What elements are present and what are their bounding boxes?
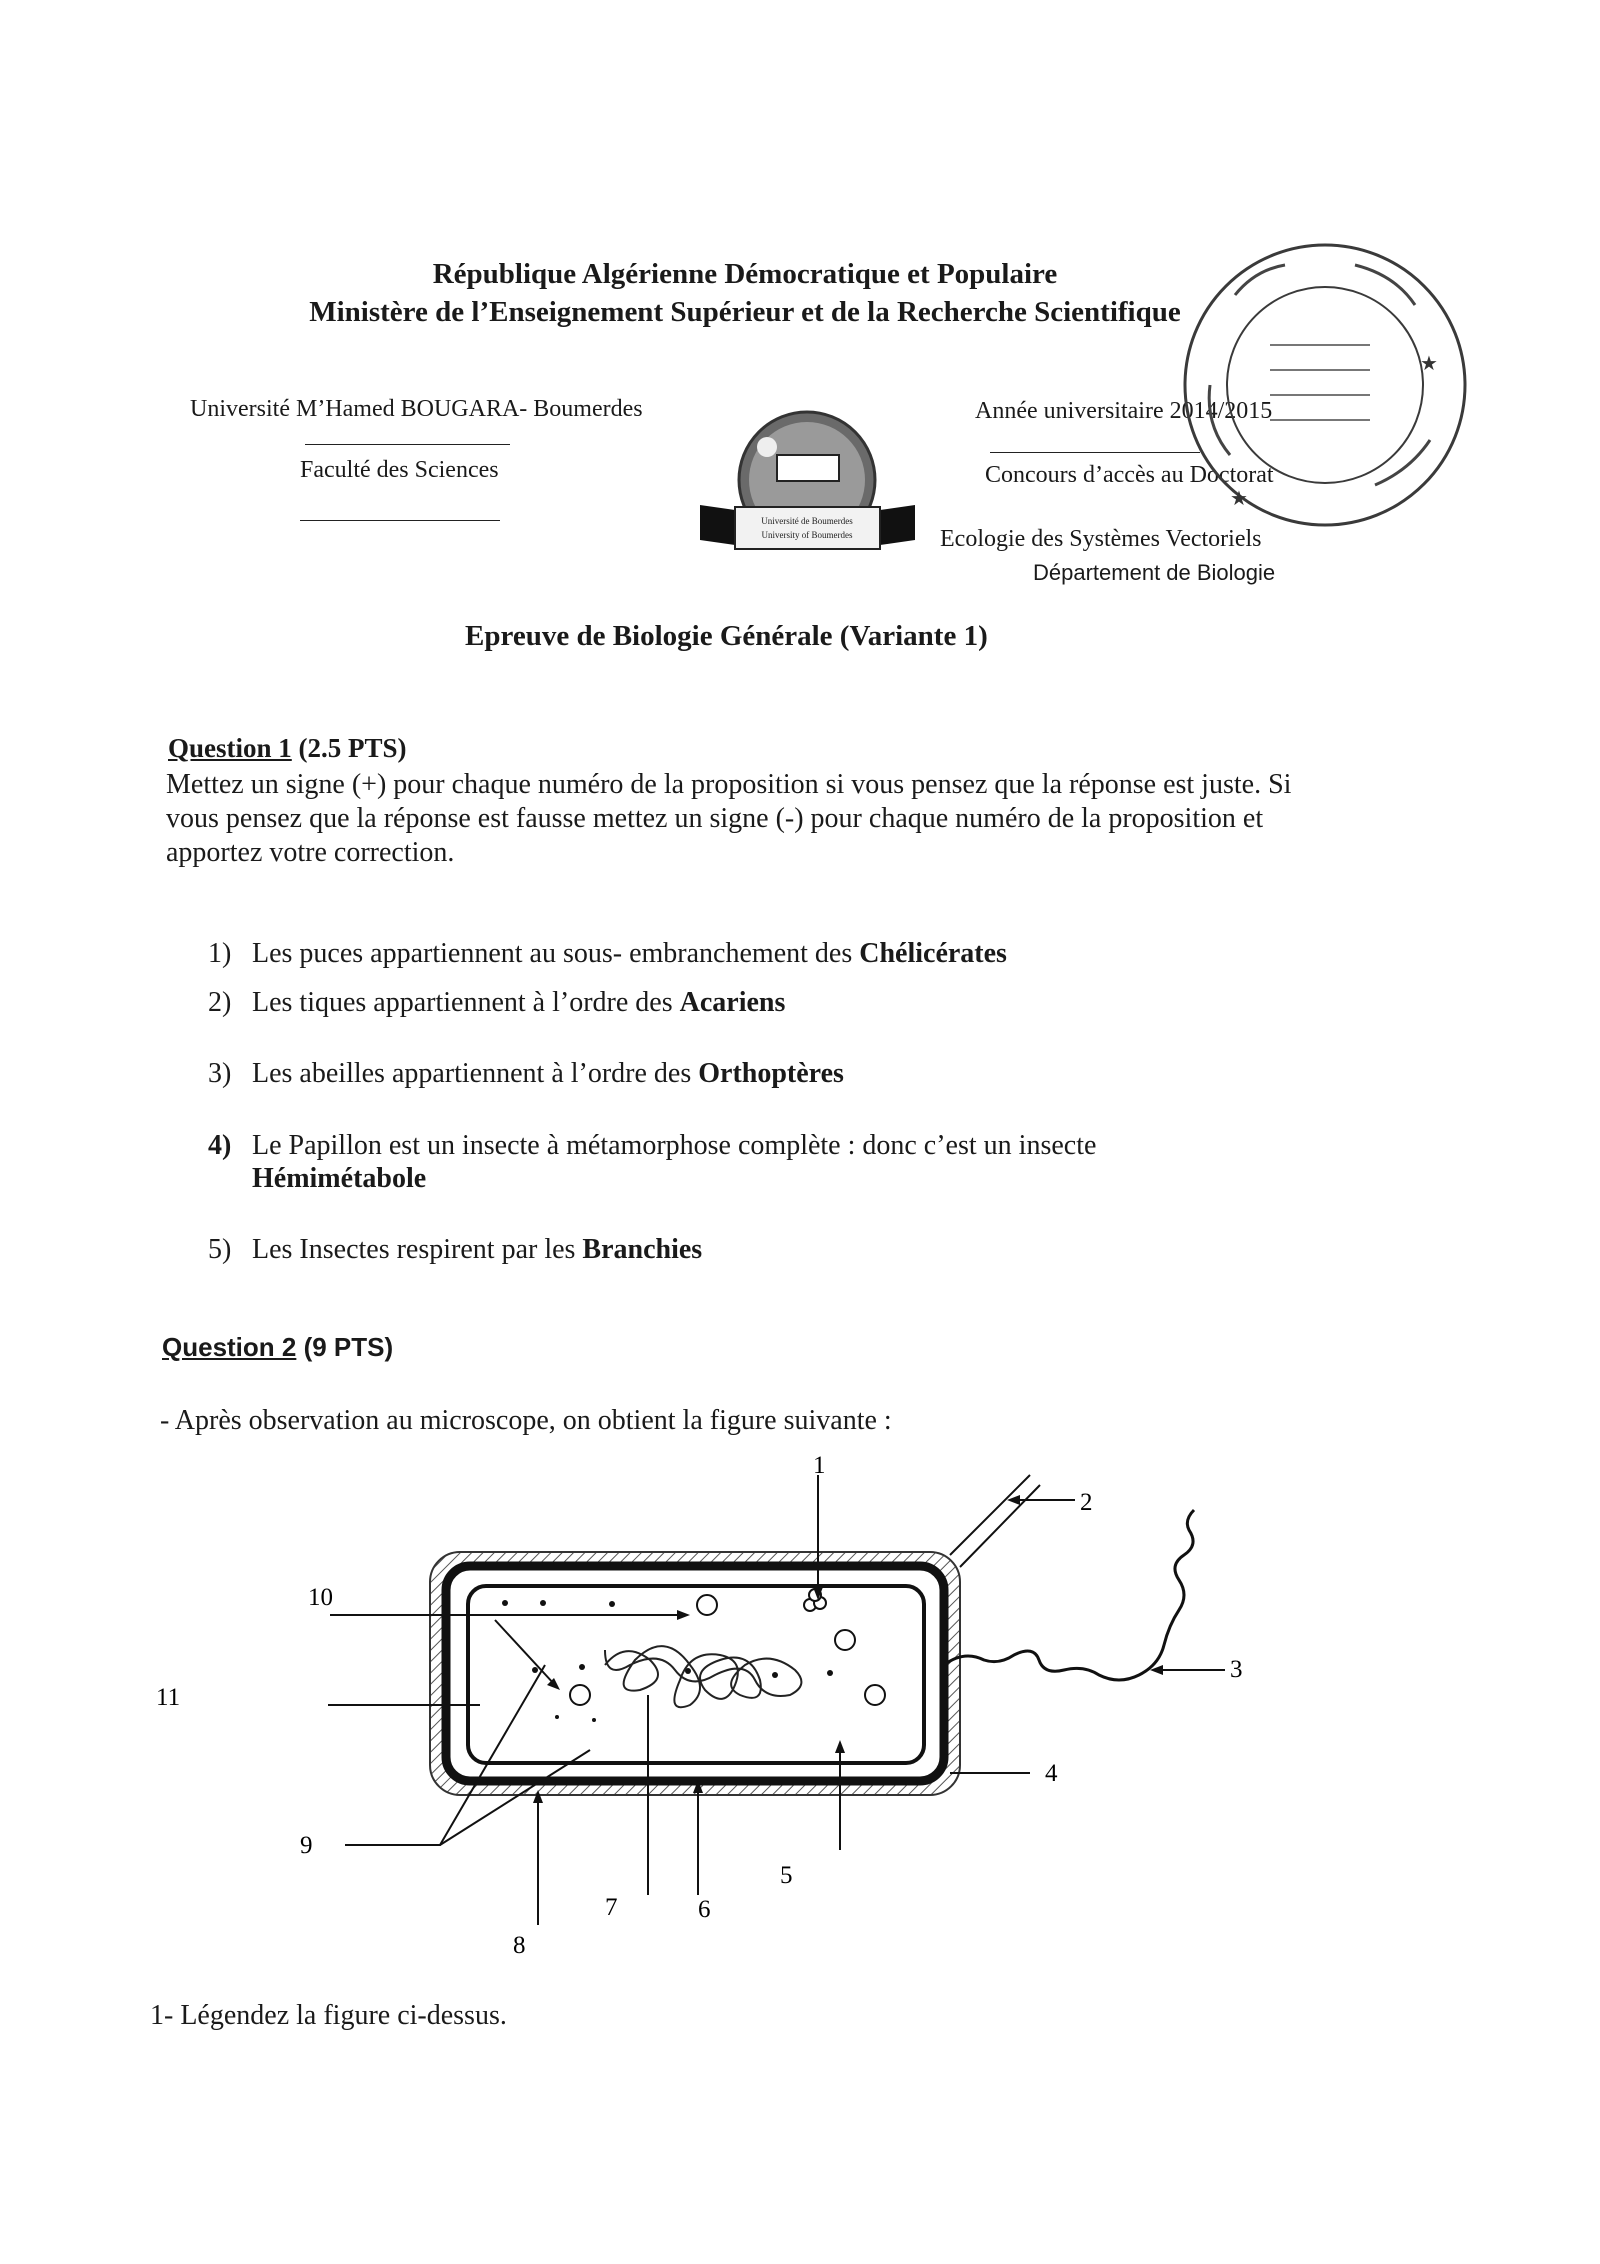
divider	[990, 452, 1200, 453]
item-number: 2)	[208, 987, 232, 1018]
faculty-name: Faculté des Sciences	[300, 457, 499, 483]
figure-label-11: 11	[156, 1684, 181, 1711]
figure-label-7: 7	[605, 1894, 618, 1921]
concours: Concours d’accès au Doctorat	[985, 462, 1274, 488]
item-number: 3)	[208, 1058, 232, 1089]
question2-points: (9 PTS)	[303, 1332, 394, 1362]
logo-text-1: Université de Boumerdes	[761, 516, 853, 526]
logo-text-2: University of Boumerdes	[761, 530, 853, 540]
question1-item-continuation	[252, 1163, 426, 1195]
question1-item	[208, 987, 785, 1019]
item-text: Les puces appartiennent au sous- embranchement des	[252, 938, 860, 969]
figure-label-10: 10	[308, 1584, 333, 1611]
question1-item	[208, 938, 1007, 970]
item-number: 5)	[208, 1234, 232, 1265]
figure-label-6: 6	[698, 1896, 711, 1923]
question1-item	[208, 1058, 844, 1090]
figure-label-4: 4	[1045, 1760, 1058, 1787]
figure-label-2: 2	[1080, 1489, 1093, 1516]
item-bold-term: Hémimétabole	[252, 1163, 427, 1194]
figure-label-3: 3	[1230, 1656, 1243, 1683]
flagellum	[944, 1510, 1194, 1680]
question1-label: Question 1	[168, 733, 292, 763]
figure-label-8: 8	[513, 1932, 526, 1959]
item-number: 1)	[208, 938, 232, 969]
academic-year: Année universitaire 2014/2015	[975, 398, 1273, 424]
item-number: 4)	[208, 1130, 232, 1161]
question1-item	[208, 1130, 1096, 1162]
question2-intro: - Après observation au microscope, on obtient la figure suivante :	[160, 1405, 892, 1436]
item-bold-term: Chélicérates	[859, 938, 1007, 969]
question1-heading	[168, 733, 407, 764]
figure-label-1: 1	[813, 1455, 826, 1479]
question2-heading	[162, 1332, 393, 1363]
question1-instructions: Mettez un signe (+) pour chaque numéro de la proposition si vous pensez que la réponse est juste. Si vous pensez que la réponse est fausse mettez un signe (-) pour chaque numéro de la proposition et apportez votre correction.	[166, 769, 1292, 868]
pili	[950, 1475, 1040, 1567]
item-text: Les abeilles appartiennent à l’ordre des	[252, 1058, 699, 1089]
department: Département de Biologie	[1033, 560, 1276, 585]
official-stamp	[1175, 235, 1480, 535]
figure-label-9: 9	[300, 1832, 313, 1859]
divider	[300, 520, 500, 521]
university-logo	[695, 405, 920, 575]
question1-item	[208, 1234, 702, 1266]
specialty: Ecologie des Systèmes Vectoriels	[940, 526, 1262, 552]
figure-label-5: 5	[780, 1862, 793, 1889]
exam-title: Epreuve de Biologie Générale (Variante 1)	[465, 620, 988, 652]
item-text: Le Papillon est un insecte à métamorphose complète : donc c’est un insecte	[252, 1130, 1097, 1161]
item-bold-term: Orthoptères	[698, 1058, 844, 1089]
question2-task: 1- Légendez la figure ci-dessus.	[150, 2000, 507, 2031]
header-ministry: Ministère de l’Enseignement Supérieur et de la Recherche Scientifique	[309, 296, 1181, 328]
item-bold-term: Acariens	[679, 987, 786, 1018]
svg-text:★: ★	[1420, 353, 1438, 375]
university-name: Université M’Hamed BOUGARA- Boumerdes	[190, 396, 643, 422]
bacterial-cell-figure	[150, 1455, 1300, 1975]
item-text: Les tiques appartiennent à l’ordre des	[252, 987, 680, 1018]
svg-text:★: ★	[1230, 488, 1248, 510]
header-republic: République Algérienne Démocratique et Populaire	[432, 258, 1058, 290]
item-bold-term: Branchies	[582, 1234, 703, 1265]
question1-points: (2.5 PTS)	[298, 733, 407, 763]
question2-label: Question 2	[162, 1332, 297, 1362]
item-text: Les Insectes respirent par les	[252, 1234, 583, 1265]
divider	[305, 444, 510, 445]
